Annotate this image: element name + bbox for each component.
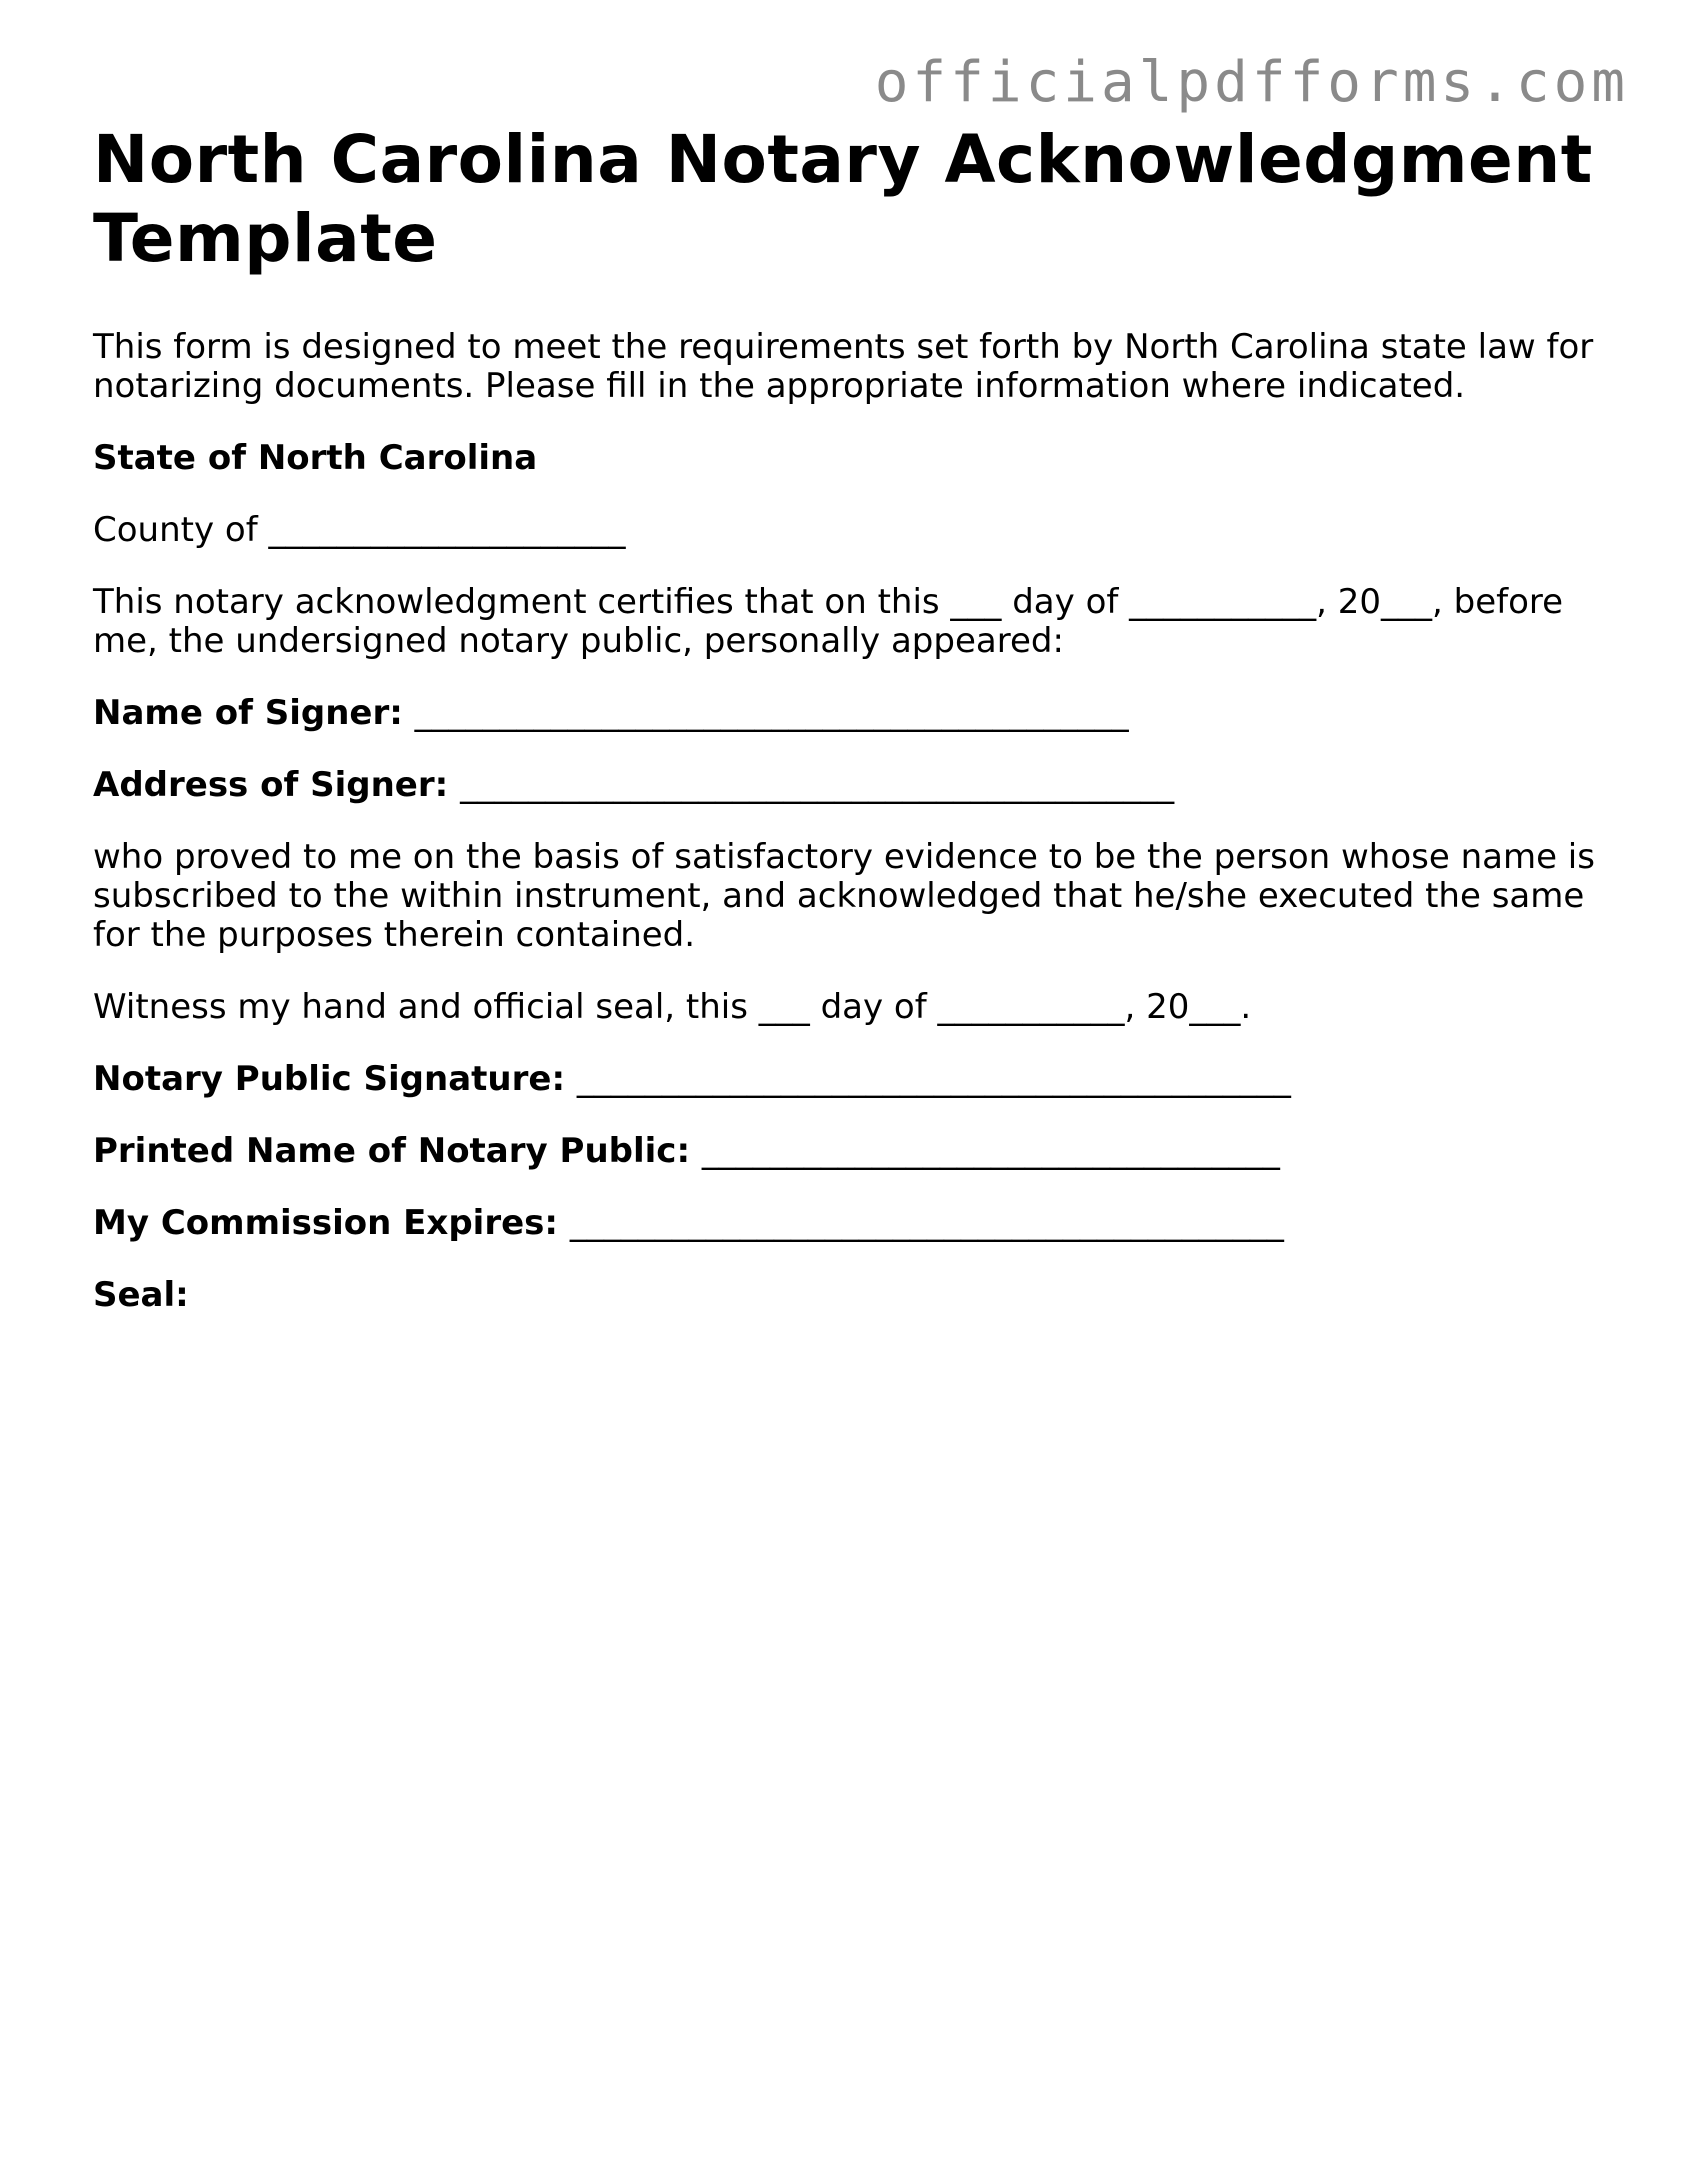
- state-line: State of North Carolina: [93, 438, 538, 478]
- printed-name-blank: __________________________________: [701, 1131, 1280, 1171]
- page-title: North Carolina Notary Acknowledgment Template: [93, 121, 1593, 277]
- watermark: officialpdfforms.com: [874, 50, 1629, 115]
- certify-paragraph: This notary acknowledgment certifies that on this ___ day of ___________, 20___, before me, the undersigned notary public, personally appeared:: [93, 582, 1564, 661]
- address-of-signer-blank: __________________________________________: [460, 765, 1175, 805]
- evidence-paragraph: who proved to me on the basis of satisfactory evidence to be the person whose name is subscribed to the within instrument, and acknowledged that he/she executed the same for the purposes therein contained.: [93, 837, 1595, 955]
- name-of-signer-label: Name of Signer:: [93, 693, 403, 733]
- printed-name-label: Printed Name of Notary Public:: [93, 1131, 691, 1171]
- name-of-signer-field: [93, 694, 1613, 733]
- address-of-signer-label: Address of Signer:: [93, 765, 449, 805]
- seal-label: Seal:: [93, 1275, 189, 1315]
- document-page: [93, 120, 1613, 1315]
- notary-signature-field: [93, 1060, 1613, 1099]
- printed-name-field: [93, 1132, 1613, 1171]
- intro-paragraph: This form is designed to meet the requirements set forth by North Carolina state law for notarizing documents. Please fill in the appropriate information where indicated.: [93, 327, 1594, 406]
- commission-expires-blank: __________________________________________: [569, 1203, 1284, 1243]
- commission-expires-field: [93, 1204, 1613, 1243]
- notary-signature-label: Notary Public Signature:: [93, 1059, 566, 1099]
- address-of-signer-field: [93, 766, 1613, 805]
- commission-expires-label: My Commission Expires:: [93, 1203, 558, 1243]
- notary-signature-blank: __________________________________________: [576, 1059, 1291, 1099]
- name-of-signer-blank: __________________________________________: [414, 693, 1129, 733]
- witness-paragraph: Witness my hand and official seal, this ___ day of ___________, 20___.: [93, 987, 1252, 1027]
- county-line: County of _____________________: [93, 510, 626, 550]
